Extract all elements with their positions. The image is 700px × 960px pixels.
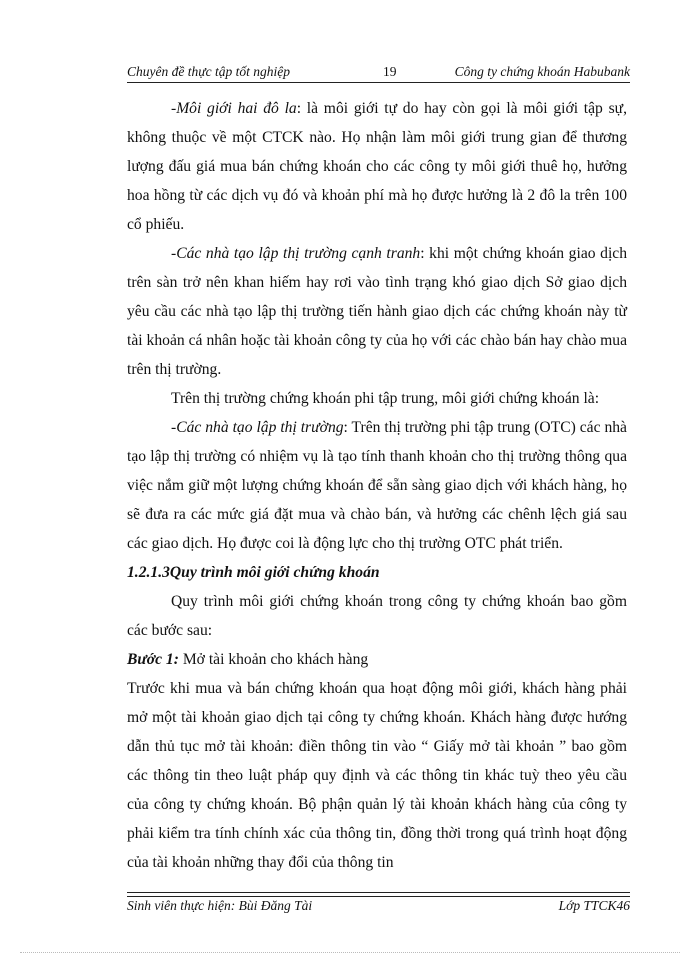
footer-author: Sinh viên thực hiện: Bùi Đăng Tài <box>127 898 313 913</box>
paragraph <box>127 94 627 239</box>
step-heading <box>127 645 627 674</box>
step-text: Trước khi mua và bán chứng khoán qua hoạt động môi giới, khách hàng phải mở một tài khoản giao dịch tại công ty chứng khoán. Khách hàng được hướng dẫn thủ tục mở tài khoản: điền thông tin vào “ Giấy mở tài khoản ” bao gồm các thông tin theo luật pháp quy định và các thông tin khác tuỳ theo yêu cầu của công ty chứng khoán. Bộ phận quản lý tài khoản khách hàng của công ty phải kiểm tra tính chính xác của thông tin, đồng thời trong quá trình hoạt động của tài khoản những thay đổi của thông tin <box>127 680 627 871</box>
paragraph <box>127 384 627 413</box>
paragraph-text: : Trên thị trường phi tập trung (OTC) các nhà tạo lập thị trường có nhiệm vụ là tạo tính thanh khoản cho thị trường thông qua việc nắm giữ một lượng chứng khoán để sẵn sàng giao dịch với khách hàng, họ sẽ đưa ra các mức giá đặt mua và chào bán, và hưởng các chênh lệch giá sau các giao dịch. Họ được coi là động lực cho thị trường OTC phát triển. <box>127 419 627 552</box>
page-edge-line <box>20 952 680 953</box>
paragraph-text: Trên thị trường chứng khoán phi tập trung, môi giới chứng khoán là: <box>171 390 600 407</box>
section-intro: Quy trình môi giới chứng khoán trong công ty chứng khoán bao gồm các bước sau: <box>127 593 627 639</box>
paragraph-text: : khi một chứng khoán giao dịch trên sàn trở nên khan hiếm hay rơi vào tình trạng khó giao dịch Sở giao dịch yêu cầu các nhà tạo lập thị trường tiến hành giao dịch các chứng khoán này từ tài khoản cá nhân hoặc tài khoản công ty của họ với các chào bán hay chào mua trên thị trường. <box>127 245 627 378</box>
footer-rule <box>127 896 630 897</box>
header-title: Chuyên đề thực tập tốt nghiệp <box>127 64 290 79</box>
paragraph-lead: -Môi giới hai đô la <box>171 100 297 117</box>
page-number: 19 <box>383 64 397 79</box>
section-heading: 1.2.1.3Quy trình môi giới chứng khoán <box>127 564 380 581</box>
step-title: Mở tài khoản cho khách hàng <box>178 651 369 668</box>
paragraph <box>127 413 627 558</box>
paragraph-text: : là môi giới tự do hay còn gọi là môi giới tập sự, không thuộc về một CTCK nào. Họ nhận làm môi giới trung gian để thương lượng đấu giá mua bán chứng khoán cho các công ty môi giới thuê họ, hưởng hoa hồng từ các dịch vụ đó và khoản phí mà họ được hưởng là 2 đô la trên 100 cổ phiếu. <box>127 100 627 233</box>
paragraph <box>127 239 627 384</box>
page-body <box>127 94 627 877</box>
step-label: Bước 1: <box>127 651 179 668</box>
paragraph-lead: -Các nhà tạo lập thị trường <box>171 419 344 436</box>
paragraph-lead: -Các nhà tạo lập thị trường cạnh tranh <box>171 245 421 262</box>
footer-class: Lớp TTCK46 <box>558 898 630 913</box>
header-company: Công ty chứng khoán Habubank <box>454 64 630 79</box>
page-header <box>127 62 630 83</box>
